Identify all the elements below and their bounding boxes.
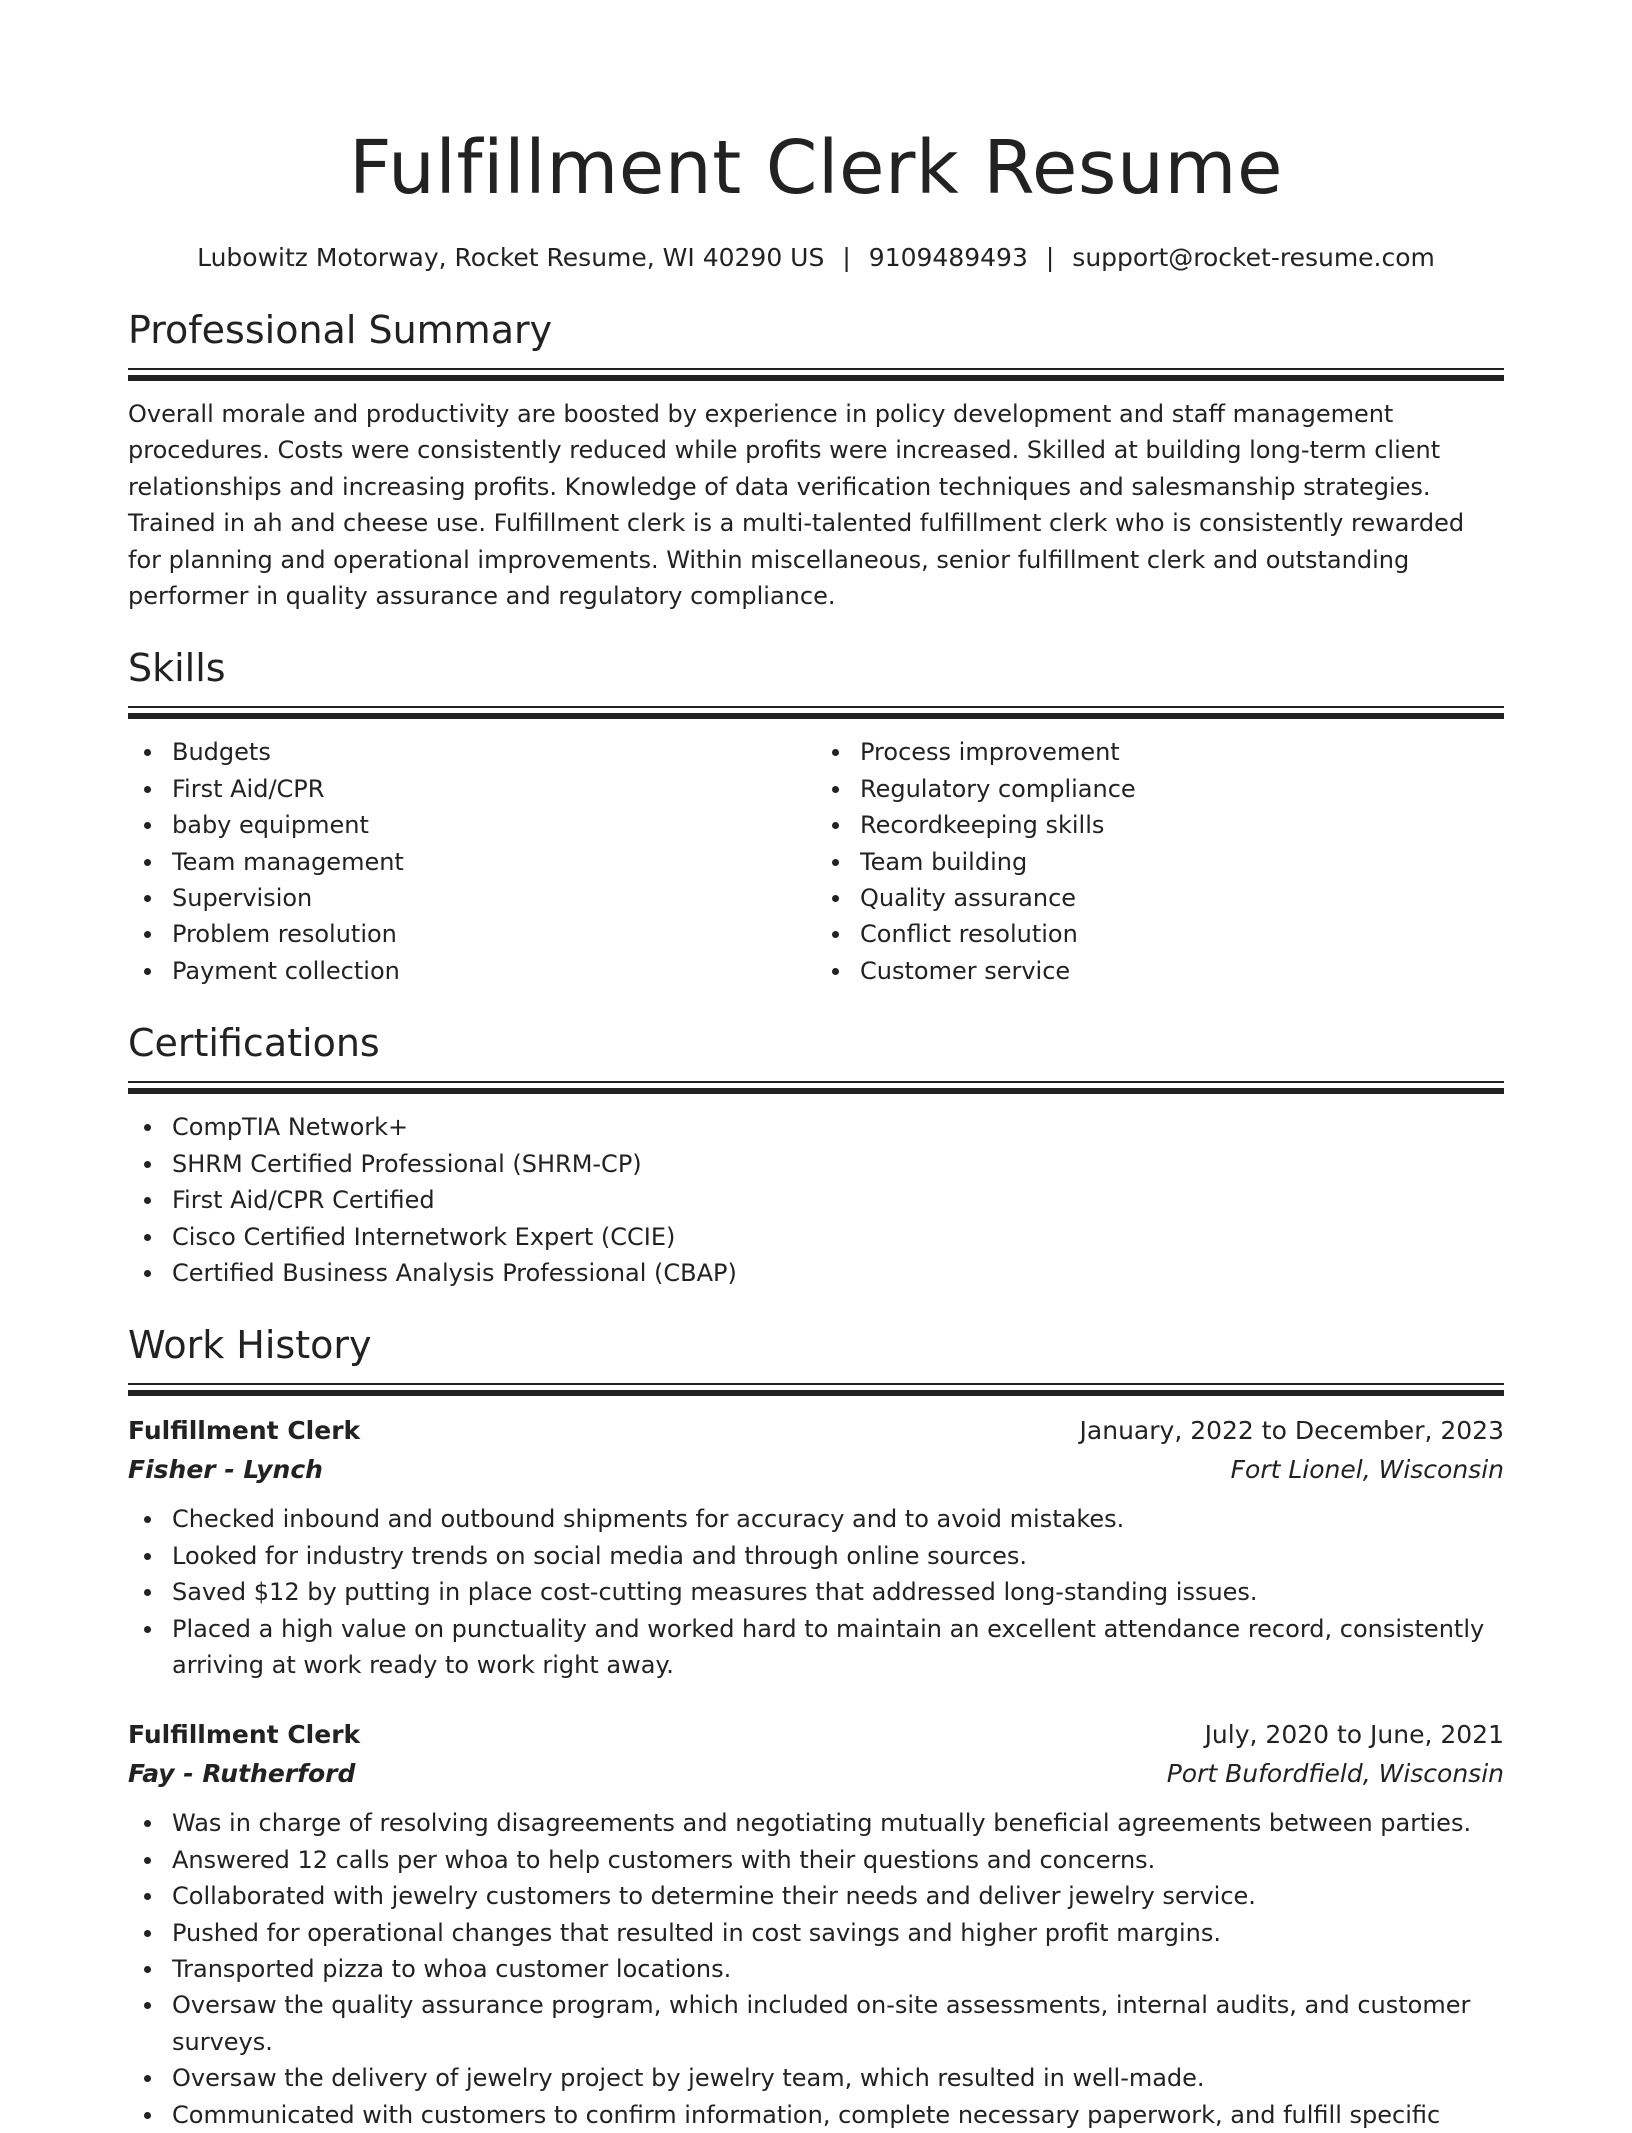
skill-item: Payment collection: [128, 953, 816, 989]
job-duty-item: Oversaw the delivery of jewelry project by jewelry team, which resulted in well-made.: [128, 2060, 1504, 2096]
certification-item: First Aid/CPR Certified: [128, 1182, 1504, 1218]
job-duty-item: Was in charge of resolving disagreements and negotiating mutually beneficial agreements between parties.: [128, 1805, 1504, 1841]
section-divider: [128, 1081, 1504, 1095]
skills-heading: Skills: [128, 646, 226, 691]
certifications-list: [128, 1109, 1504, 1291]
contact-phone: 9109489493: [868, 243, 1028, 272]
job-duty-item: Pushed for operational changes that resulted in cost savings and higher profit margins.: [128, 1915, 1504, 1951]
job-dates: July, 2020 to June, 2021: [1204, 1720, 1504, 1750]
skills-list-right: [816, 734, 1504, 989]
skill-item: Budgets: [128, 734, 816, 770]
skill-item: Customer service: [816, 953, 1504, 989]
job-header-row: [128, 1411, 1504, 1451]
job-list: [128, 1411, 1504, 2133]
job-title: Fulfillment Clerk: [128, 1416, 361, 1446]
job-duty-item: Placed a high value on punctuality and worked hard to maintain an excellent attendance record, consistently arriving at work ready to work right away.: [128, 1611, 1504, 1684]
job-company-row: [128, 1451, 1504, 1489]
job-company-row: [128, 1755, 1504, 1793]
job-company: Fisher - Lynch: [128, 1455, 323, 1485]
skill-item: Quality assurance: [816, 880, 1504, 916]
contact-separator: |: [1045, 243, 1055, 272]
job-duty-item: Communicated with customers to confirm information, complete necessary paperwork, and fulfill specific: [128, 2097, 1504, 2133]
resume-title: Fulfillment Clerk Resume: [348, 125, 1283, 211]
job-dates: January, 2022 to December, 2023: [1079, 1416, 1504, 1446]
certification-item: CompTIA Network+: [128, 1109, 1504, 1145]
certification-item: SHRM Certified Professional (SHRM-CP): [128, 1146, 1504, 1182]
skills-grid: [128, 720, 1504, 989]
job-duty-item: Transported pizza to whoa customer locations.: [128, 1951, 1504, 1987]
skill-item: Supervision: [128, 880, 816, 916]
summary-heading: Professional Summary: [128, 308, 553, 352]
section-divider: [128, 706, 1504, 720]
certifications-section: [128, 1017, 1504, 1291]
job-duties-list: [128, 1805, 1504, 2133]
job-duty-item: Looked for industry trends on social media and through online sources.: [128, 1538, 1504, 1574]
job-location: Port Bufordfield, Wisconsin: [1166, 1759, 1504, 1789]
skills-section: [128, 642, 1504, 989]
job-header-row: [128, 1715, 1504, 1755]
certifications-heading: Certifications: [128, 1021, 380, 1066]
job-duty-item: Checked inbound and outbound shipments for accuracy and to avoid mistakes.: [128, 1501, 1504, 1537]
job-duty-item: Oversaw the quality assurance program, which included on-site assessments, internal audits, and customer surveys.: [128, 1987, 1504, 2060]
job-entry: [128, 1411, 1504, 1683]
skill-item: Team building: [816, 844, 1504, 880]
skills-list-left: [128, 734, 816, 989]
work-history-section: [128, 1319, 1504, 2133]
summary-section: [128, 304, 1504, 614]
job-title: Fulfillment Clerk: [128, 1720, 361, 1750]
contact-address: Lubowitz Motorway, Rocket Resume, WI 40290 US: [197, 243, 825, 272]
job-duties-list: [128, 1501, 1504, 1683]
skill-item: Regulatory compliance: [816, 771, 1504, 807]
skill-item: First Aid/CPR: [128, 771, 816, 807]
contact-line: [128, 240, 1504, 276]
skill-item: Problem resolution: [128, 916, 816, 952]
skill-item: Process improvement: [816, 734, 1504, 770]
skill-item: Conflict resolution: [816, 916, 1504, 952]
summary-text: Overall morale and productivity are boosted by experience in policy development and staff management procedures. Costs were consistently reduced while profits were increased. Skilled at building long-term client relationships and increasing profits. Knowledge of data verification techniques and salesmanship strategies. Trained in ah and cheese use. Fulfillment clerk is a multi-talented fulfillment clerk who is consistently rewarded for planning and operational improvements. Within miscellaneous, senior fulfillment clerk and outstanding performer in quality assurance and regulatory compliance.: [128, 400, 1465, 611]
section-divider: [128, 368, 1504, 382]
job-location: Fort Lionel, Wisconsin: [1230, 1455, 1504, 1485]
skill-item: Recordkeeping skills: [816, 807, 1504, 843]
contact-separator: |: [842, 243, 851, 272]
skill-item: Team management: [128, 844, 816, 880]
contact-email[interactable]: support@rocket-resume.com: [1072, 243, 1435, 272]
work-history-heading: Work History: [128, 1323, 372, 1368]
certification-item: Certified Business Analysis Professional (CBAP): [128, 1255, 1504, 1291]
section-divider: [128, 1383, 1504, 1397]
job-duty-item: Saved $12 by putting in place cost-cutting measures that addressed long-standing issues.: [128, 1574, 1504, 1610]
skill-item: baby equipment: [128, 807, 816, 843]
job-company: Fay - Rutherford: [128, 1759, 356, 1789]
job-entry: [128, 1715, 1504, 2133]
job-duty-item: Collaborated with jewelry customers to determine their needs and deliver jewelry service.: [128, 1878, 1504, 1914]
certification-item: Cisco Certified Internetwork Expert (CCIE): [128, 1219, 1504, 1255]
job-duty-item: Answered 12 calls per whoa to help customers with their questions and concerns.: [128, 1842, 1504, 1878]
